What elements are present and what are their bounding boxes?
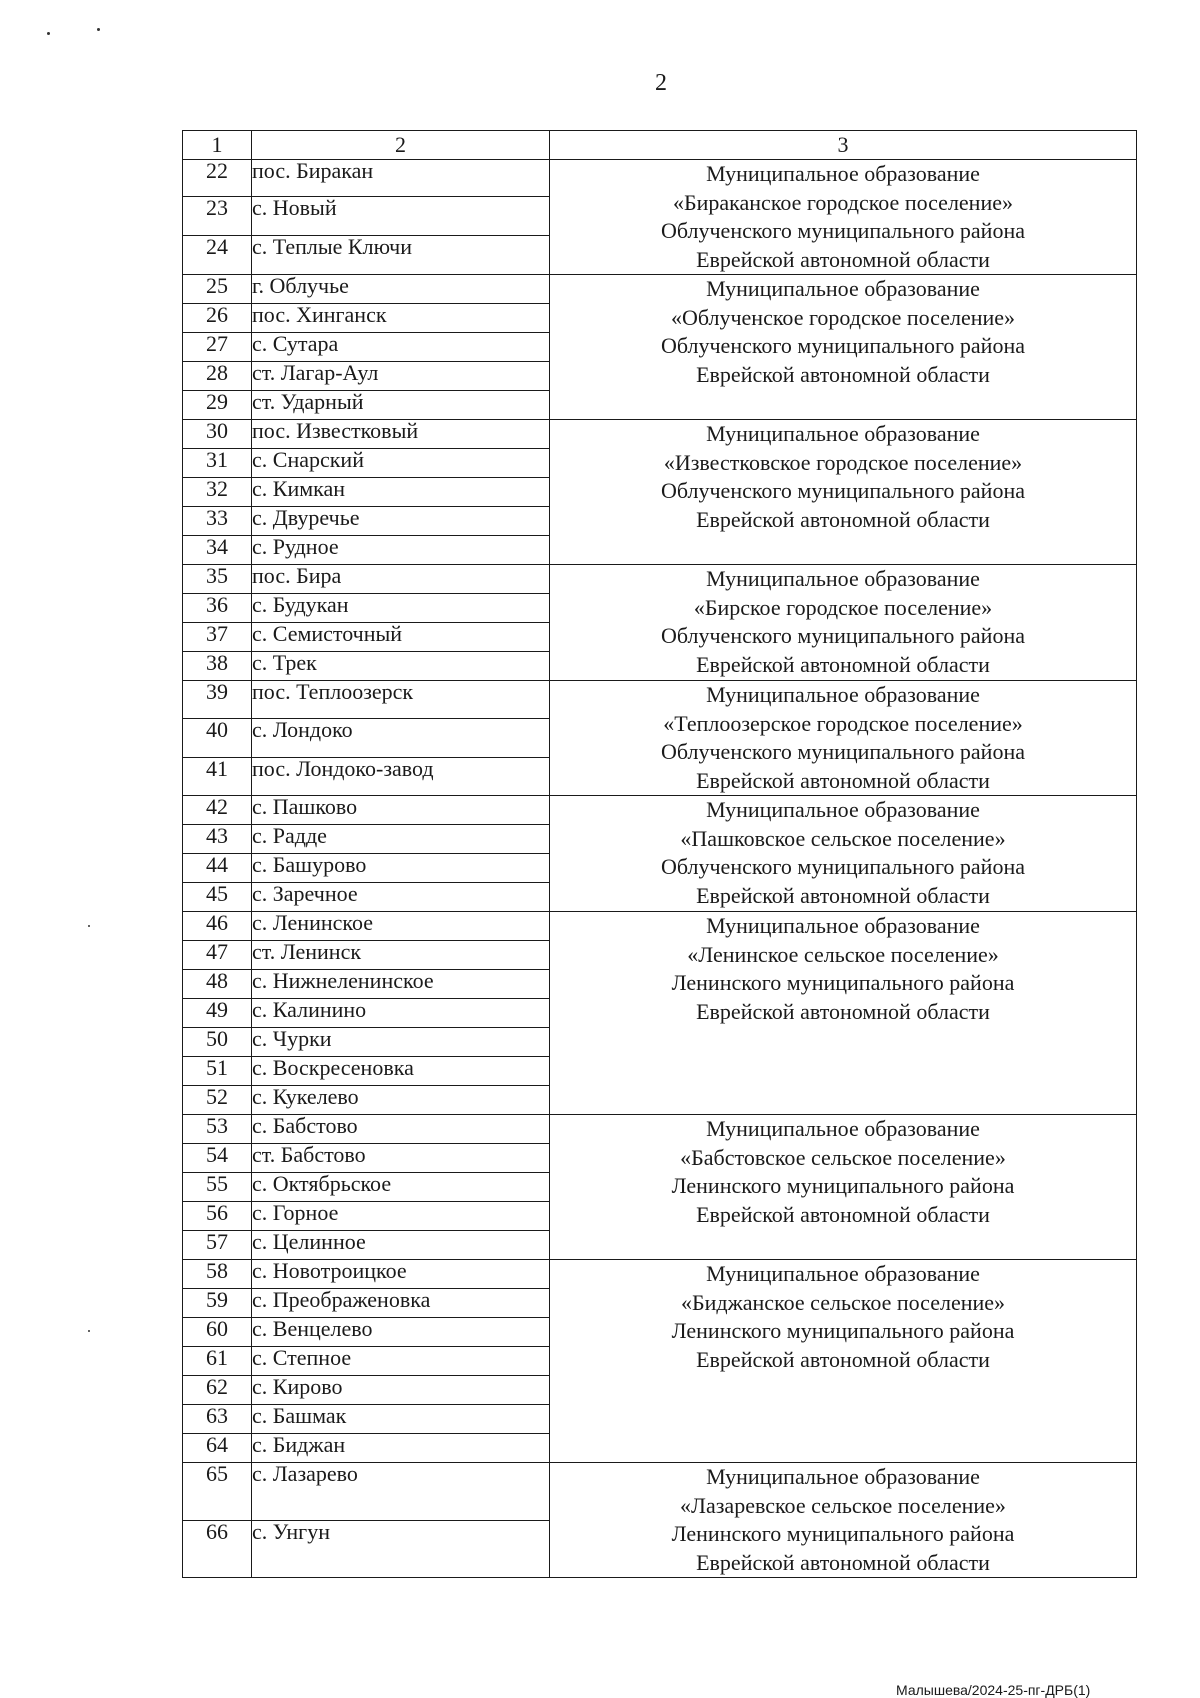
row-number-cell: 29: [183, 391, 252, 420]
table-row: [183, 1115, 1137, 1144]
row-number-cell: 48: [183, 970, 252, 999]
table-row: [183, 681, 1137, 719]
row-number-cell: 61: [183, 1347, 252, 1376]
settlement-name-cell: ст. Бабстово: [252, 1144, 550, 1173]
scan-speck: [88, 1330, 90, 1332]
settlement-name-cell: с. Снарский: [252, 449, 550, 478]
municipality-line: «Теплоозерское городское поселение»: [663, 710, 1023, 736]
row-number-cell: 36: [183, 594, 252, 623]
row-number-cell: 28: [183, 362, 252, 391]
settlement-name-cell: ст. Ленинск: [252, 941, 550, 970]
municipality-line: Ленинского муниципального района: [671, 1173, 1015, 1198]
municipality-line: «Бирское городское поселение»: [693, 594, 993, 620]
row-number-cell: 30: [183, 420, 252, 449]
row-number-cell: 41: [183, 757, 252, 795]
row-number-cell: 63: [183, 1405, 252, 1434]
municipality-line: Муниципальное образование: [706, 276, 980, 301]
settlement-name-cell: с. Семисточный: [252, 623, 550, 652]
row-number-cell: 49: [183, 999, 252, 1028]
row-number-cell: 44: [183, 854, 252, 883]
settlement-name-cell: с. Октябрьское: [252, 1173, 550, 1202]
settlement-name-cell: ст. Лагар-Аул: [252, 362, 550, 391]
row-number-cell: 54: [183, 1144, 252, 1173]
settlement-name-cell: с. Кимкан: [252, 478, 550, 507]
settlement-name-cell: с. Калинино: [252, 999, 550, 1028]
settlement-name-cell: с. Биджан: [252, 1434, 550, 1463]
municipality-line: Еврейской автономной области: [696, 506, 990, 532]
municipality-line: Еврейской автономной области: [696, 1346, 990, 1372]
settlement-name-cell: с. Кирово: [252, 1376, 550, 1405]
municipality-line: Облученского муниципального района: [660, 333, 1025, 358]
settlement-name-cell: с. Заречное: [252, 883, 550, 912]
row-number-cell: 57: [183, 1231, 252, 1260]
settlement-name-cell: с. Венцелево: [252, 1318, 550, 1347]
settlement-name-cell: с. Воскресеновка: [252, 1057, 550, 1086]
table-row: [183, 1463, 1137, 1521]
row-number-cell: 31: [183, 449, 252, 478]
table-row: [183, 420, 1137, 449]
row-number-cell: 39: [183, 681, 252, 719]
table-row: [183, 912, 1137, 941]
municipality-line: Еврейской автономной области: [696, 767, 990, 793]
settlement-name-cell: пос. Бира: [252, 565, 550, 594]
municipality-line: Еврейской автономной области: [696, 651, 990, 677]
row-number-cell: 45: [183, 883, 252, 912]
municipality-line: Муниципальное образование: [706, 682, 980, 707]
municipality-line: Ленинского муниципального района: [671, 1318, 1015, 1343]
settlement-name-cell: с. Чурки: [252, 1028, 550, 1057]
table-row: [183, 565, 1137, 594]
settlement-name-cell: с. Теплые Ключи: [252, 235, 550, 274]
municipality-line: Еврейской автономной области: [696, 882, 990, 908]
settlement-name-cell: г. Облучье: [252, 275, 550, 304]
row-number-cell: 66: [183, 1520, 252, 1578]
settlement-name-cell: с. Новотроицкое: [252, 1260, 550, 1289]
row-number-cell: 26: [183, 304, 252, 333]
settlement-name-cell: пос. Хинганск: [252, 304, 550, 333]
table-row: [183, 160, 1137, 197]
municipality-line: «Бираканское городское поселение»: [672, 189, 1013, 215]
settlement-name-cell: пос. Известковый: [252, 420, 550, 449]
settlement-name-cell: ст. Ударный: [252, 391, 550, 420]
page-number: 2: [655, 70, 667, 96]
municipality-line: Муниципальное образование: [706, 1116, 980, 1141]
settlement-name-cell: пос. Теплоозерск: [252, 681, 550, 719]
settlement-name-cell: с. Башурово: [252, 854, 550, 883]
row-number-cell: 59: [183, 1289, 252, 1318]
row-number-cell: 38: [183, 652, 252, 681]
settlement-name-cell: с. Радде: [252, 825, 550, 854]
municipality-cell: [550, 420, 1137, 565]
settlement-name-cell: с. Будукан: [252, 594, 550, 623]
municipality-line: Муниципальное образование: [706, 566, 980, 591]
row-number-cell: 33: [183, 507, 252, 536]
municipality-line: Еврейской автономной области: [696, 1549, 990, 1575]
column-header-settlement: 2: [252, 131, 550, 160]
settlement-name-cell: с. Двуречье: [252, 507, 550, 536]
table-header-row: [183, 131, 1137, 160]
settlement-name-cell: с. Целинное: [252, 1231, 550, 1260]
settlement-name-cell: с. Новый: [252, 197, 550, 235]
settlement-name-cell: с. Кукелево: [252, 1086, 550, 1115]
row-number-cell: 56: [183, 1202, 252, 1231]
settlement-name-cell: с. Пашково: [252, 796, 550, 825]
row-number-cell: 35: [183, 565, 252, 594]
row-number-cell: 24: [183, 235, 252, 274]
municipality-line: Облученского муниципального района: [660, 623, 1025, 648]
settlement-name-cell: с. Ленинское: [252, 912, 550, 941]
municipality-cell: [550, 912, 1137, 1115]
settlement-name-cell: пос. Лондоко-завод: [252, 757, 550, 795]
settlement-name-cell: пос. Биракан: [252, 160, 550, 197]
row-number-cell: 27: [183, 333, 252, 362]
scan-speck: [47, 32, 50, 35]
settlement-name-cell: с. Преображеновка: [252, 1289, 550, 1318]
settlement-name-cell: с. Лондоко: [252, 719, 550, 757]
municipality-line: Муниципальное образование: [706, 1261, 980, 1286]
column-header-number: 1: [183, 131, 252, 160]
municipality-line: «Биджанское сельское поселение»: [680, 1289, 1006, 1315]
row-number-cell: 23: [183, 197, 252, 235]
municipality-line: Муниципальное образование: [706, 1464, 980, 1489]
municipality-line: Муниципальное образование: [706, 421, 980, 446]
municipality-line: Ленинского муниципального района: [671, 1521, 1015, 1546]
row-number-cell: 55: [183, 1173, 252, 1202]
row-number-cell: 22: [183, 160, 252, 197]
settlement-name-cell: с. Горное: [252, 1202, 550, 1231]
municipality-line: Облученского муниципального района: [660, 218, 1025, 243]
municipality-cell: [550, 1115, 1137, 1260]
municipality-cell: [550, 565, 1137, 681]
municipality-line: Муниципальное образование: [706, 913, 980, 938]
municipality-line: «Лазаревское сельское поселение»: [680, 1492, 1006, 1518]
settlement-name-cell: с. Лазарево: [252, 1463, 550, 1521]
row-number-cell: 34: [183, 536, 252, 565]
municipality-line: Еврейской автономной области: [696, 246, 990, 272]
scan-speck: [88, 925, 90, 927]
municipality-cell: [550, 796, 1137, 912]
row-number-cell: 51: [183, 1057, 252, 1086]
municipality-line: «Ленинское сельское поселение»: [687, 941, 999, 967]
municipality-cell: [550, 275, 1137, 420]
municipality-cell: [550, 1463, 1137, 1578]
municipality-line: Облученского муниципального района: [660, 854, 1025, 879]
row-number-cell: 25: [183, 275, 252, 304]
municipality-line: «Облученское городское поселение»: [670, 304, 1016, 330]
table-row: [183, 796, 1137, 825]
municipality-cell: [550, 681, 1137, 796]
document-footer: Малышева/2024-25-пг-ДРБ(1): [896, 1682, 1091, 1698]
municipality-line: Ленинского муниципального района: [671, 970, 1015, 995]
settlement-name-cell: с. Башмак: [252, 1405, 550, 1434]
table-row: [183, 275, 1137, 304]
row-number-cell: 37: [183, 623, 252, 652]
municipality-line: Облученского муниципального района: [660, 739, 1025, 764]
municipality-line: Еврейской автономной области: [696, 361, 990, 387]
row-number-cell: 46: [183, 912, 252, 941]
row-number-cell: 32: [183, 478, 252, 507]
municipality-line: «Известковское городское поселение»: [663, 449, 1023, 475]
row-number-cell: 65: [183, 1463, 252, 1521]
row-number-cell: 62: [183, 1376, 252, 1405]
municipality-line: Муниципальное образование: [706, 797, 980, 822]
municipality-line: Муниципальное образование: [706, 161, 980, 186]
row-number-cell: 58: [183, 1260, 252, 1289]
settlements-table: [182, 130, 1137, 1578]
municipality-line: Облученского муниципального района: [660, 478, 1025, 503]
municipality-line: «Пашковское сельское поселение»: [680, 825, 1006, 851]
settlement-name-cell: с. Трек: [252, 652, 550, 681]
table-body: [183, 160, 1137, 1578]
row-number-cell: 43: [183, 825, 252, 854]
row-number-cell: 50: [183, 1028, 252, 1057]
row-number-cell: 53: [183, 1115, 252, 1144]
settlement-name-cell: с. Унгун: [252, 1520, 550, 1578]
row-number-cell: 64: [183, 1434, 252, 1463]
settlement-name-cell: с. Сутара: [252, 333, 550, 362]
scan-speck: [97, 28, 100, 31]
settlement-name-cell: с. Степное: [252, 1347, 550, 1376]
municipality-line: «Бабстовское сельское поселение»: [680, 1144, 1006, 1170]
settlement-name-cell: с. Нижнеленинское: [252, 970, 550, 999]
table-row: [183, 1260, 1137, 1289]
settlement-name-cell: с. Рудное: [252, 536, 550, 565]
municipality-line: Еврейской автономной области: [696, 1201, 990, 1227]
row-number-cell: 42: [183, 796, 252, 825]
row-number-cell: 52: [183, 1086, 252, 1115]
row-number-cell: 40: [183, 719, 252, 757]
settlement-name-cell: с. Бабстово: [252, 1115, 550, 1144]
row-number-cell: 47: [183, 941, 252, 970]
municipality-cell: [550, 1260, 1137, 1463]
municipality-line: Еврейской автономной области: [696, 998, 990, 1024]
column-header-municipality: 3: [550, 131, 1137, 160]
municipality-cell: [550, 160, 1137, 275]
row-number-cell: 60: [183, 1318, 252, 1347]
